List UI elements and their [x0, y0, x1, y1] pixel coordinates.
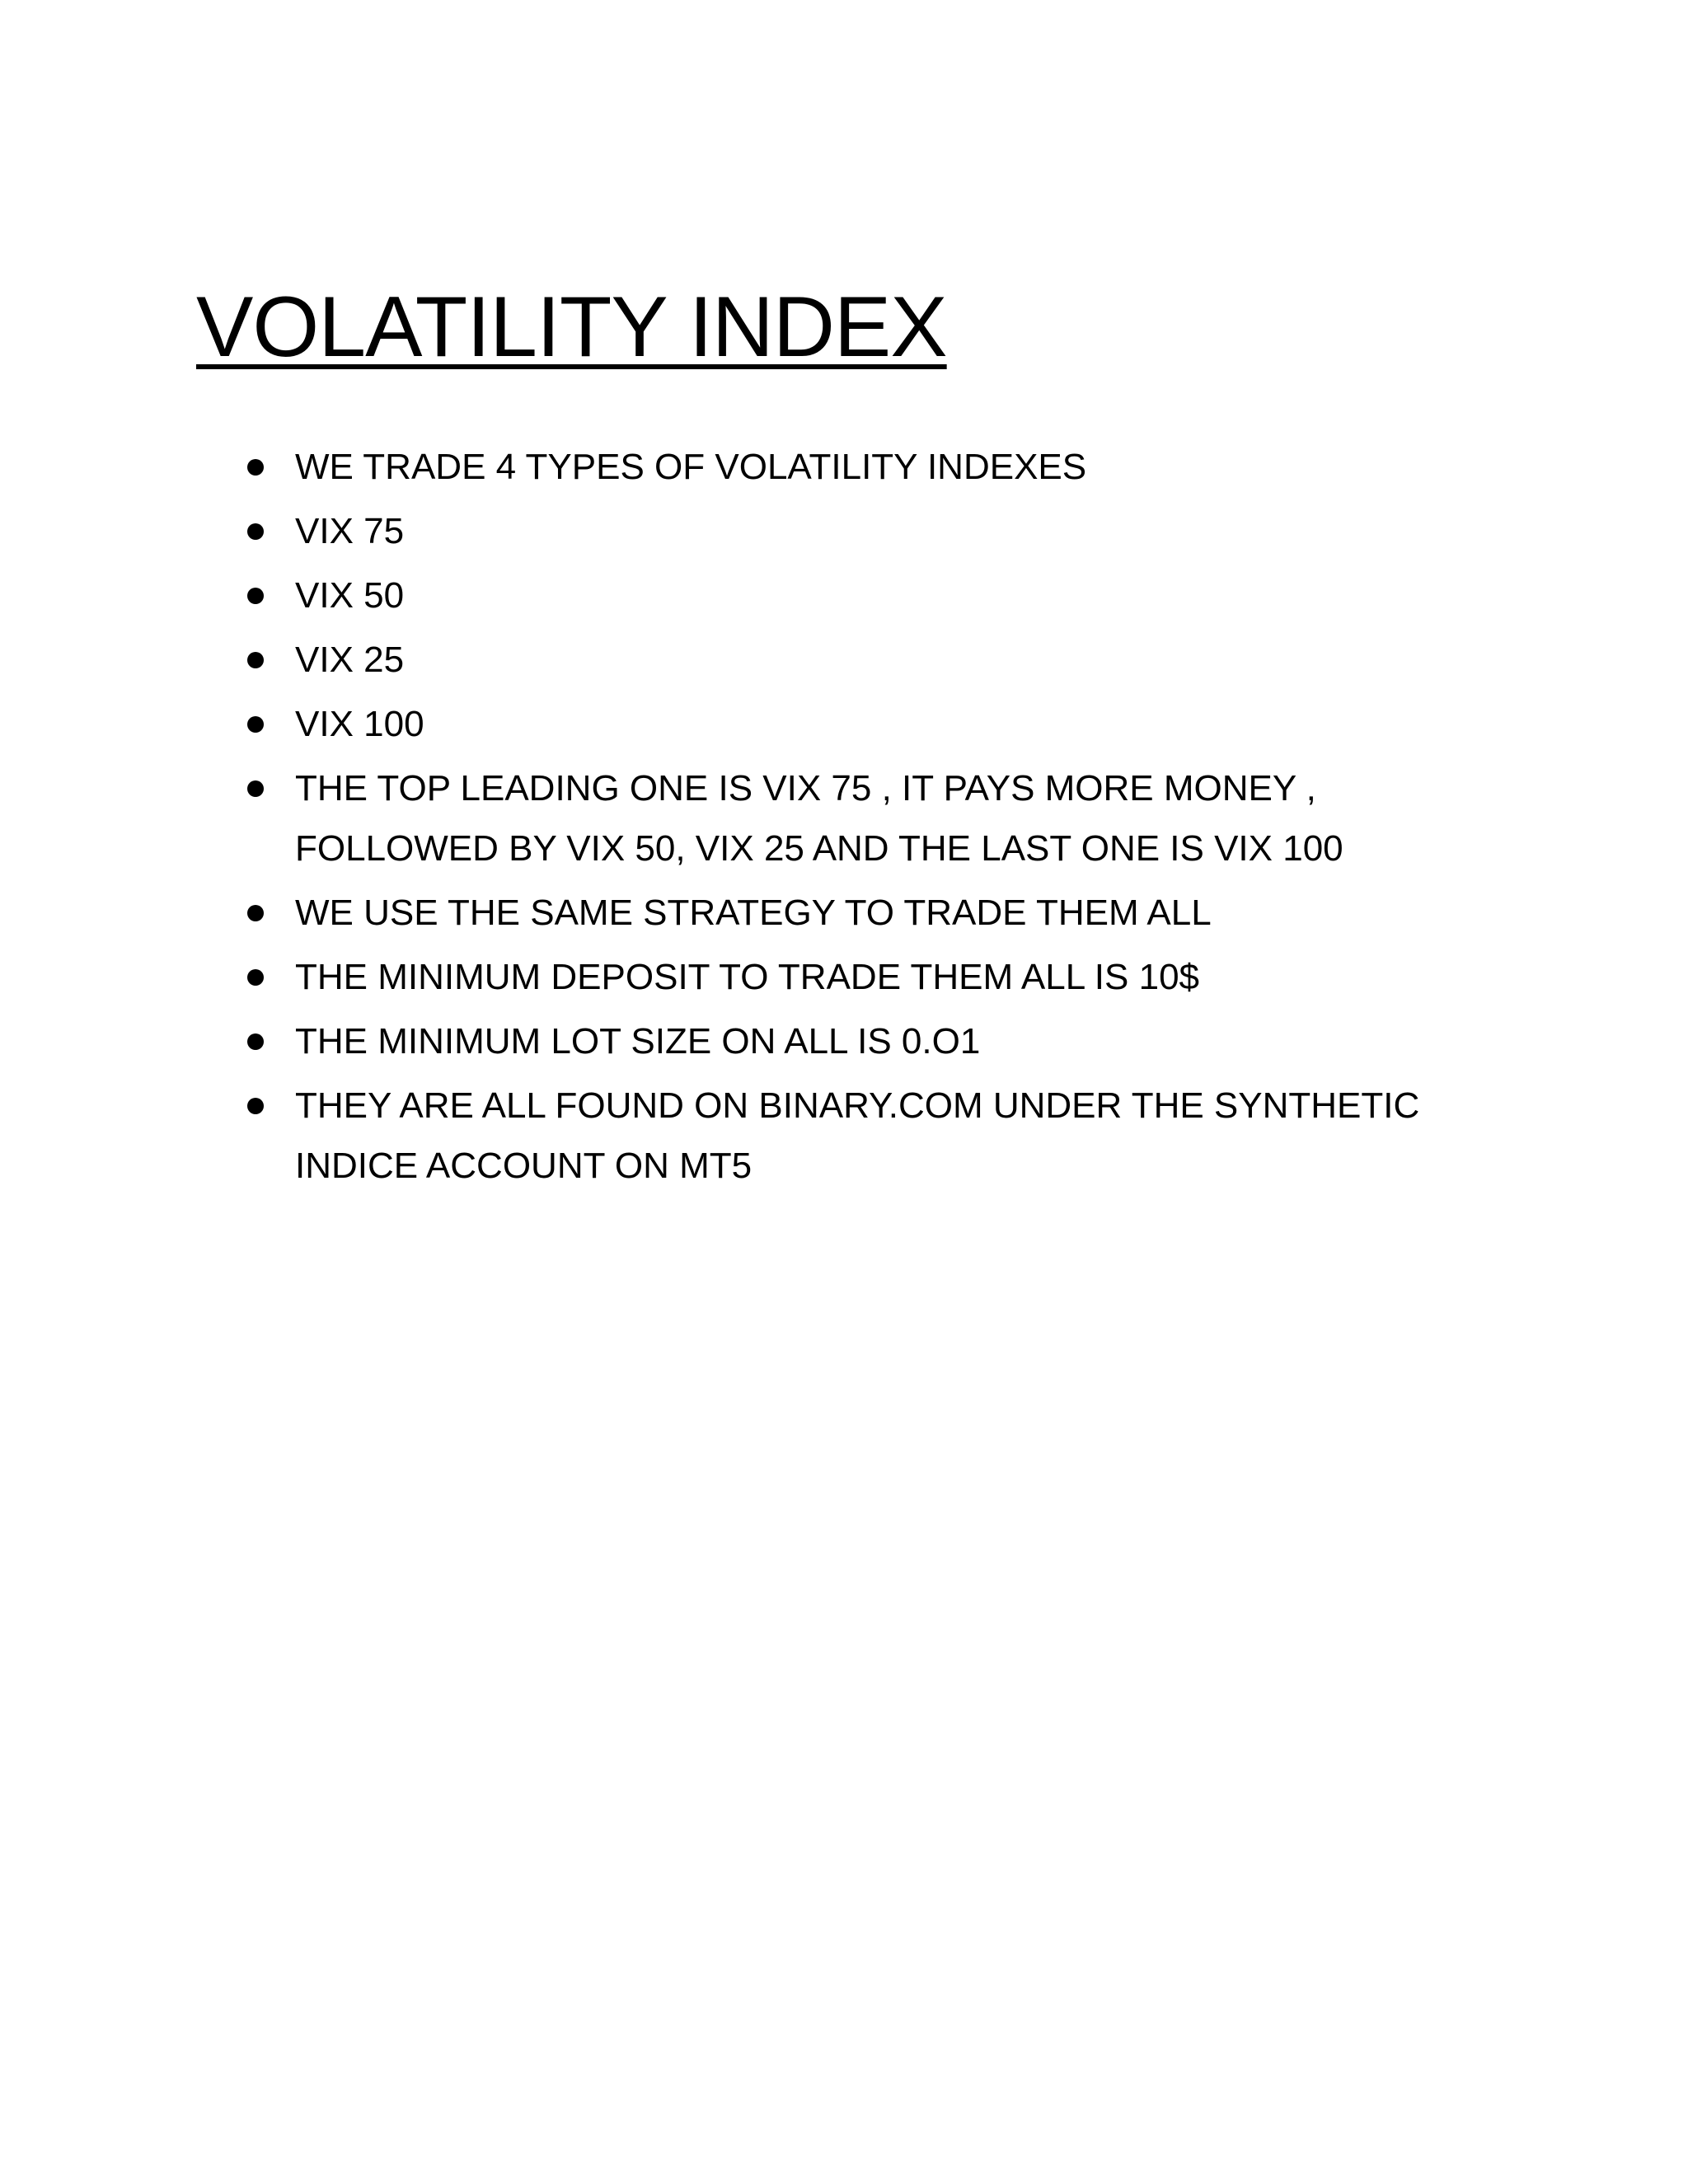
page-title: VOLATILITY INDEX	[196, 279, 947, 375]
list-item-text: THE MINIMUM LOT SIZE ON ALL IS 0.O1	[295, 1021, 981, 1062]
list-item	[247, 883, 1484, 943]
list-item	[247, 1011, 1484, 1071]
bullet-icon	[247, 905, 264, 921]
list-item-text: VIX 75	[295, 511, 405, 551]
list-item	[247, 1076, 1484, 1196]
bullet-icon	[247, 780, 264, 797]
bullet-icon	[247, 716, 264, 733]
bullet-icon	[247, 523, 264, 540]
bullet-icon	[247, 652, 264, 668]
list-item-text: WE USE THE SAME STRATEGY TO TRADE THEM ALL	[295, 893, 1212, 933]
list-item-text: WE TRADE 4 TYPES OF VOLATILITY INDEXES	[295, 447, 1087, 487]
bullet-icon	[247, 588, 264, 604]
bullet-icon	[247, 1033, 264, 1050]
list-item	[247, 758, 1484, 879]
list-item-text: VIX 25	[295, 640, 405, 680]
list-item-text: VIX 50	[295, 575, 405, 616]
bullet-icon	[247, 969, 264, 986]
list-item	[247, 501, 1484, 561]
list-item-text: THE TOP LEADING ONE IS VIX 75 , IT PAYS MORE MONEY , FOLLOWED BY VIX 50, VIX 25 AND THE LAST ONE IS VIX 100	[295, 768, 1343, 869]
bullet-list	[247, 437, 1484, 1200]
list-item-text: THE MINIMUM DEPOSIT TO TRADE THEM ALL IS 10$	[295, 957, 1200, 997]
list-item	[247, 947, 1484, 1007]
bullet-icon	[247, 459, 264, 476]
list-item	[247, 694, 1484, 754]
bullet-icon	[247, 1098, 264, 1114]
list-item-text: THEY ARE ALL FOUND ON BINARY.COM UNDER THE SYNTHETIC INDICE ACCOUNT ON MT5	[295, 1085, 1420, 1186]
list-item	[247, 565, 1484, 626]
list-item-text: VIX 100	[295, 704, 424, 744]
list-item	[247, 437, 1484, 497]
list-item	[247, 630, 1484, 690]
